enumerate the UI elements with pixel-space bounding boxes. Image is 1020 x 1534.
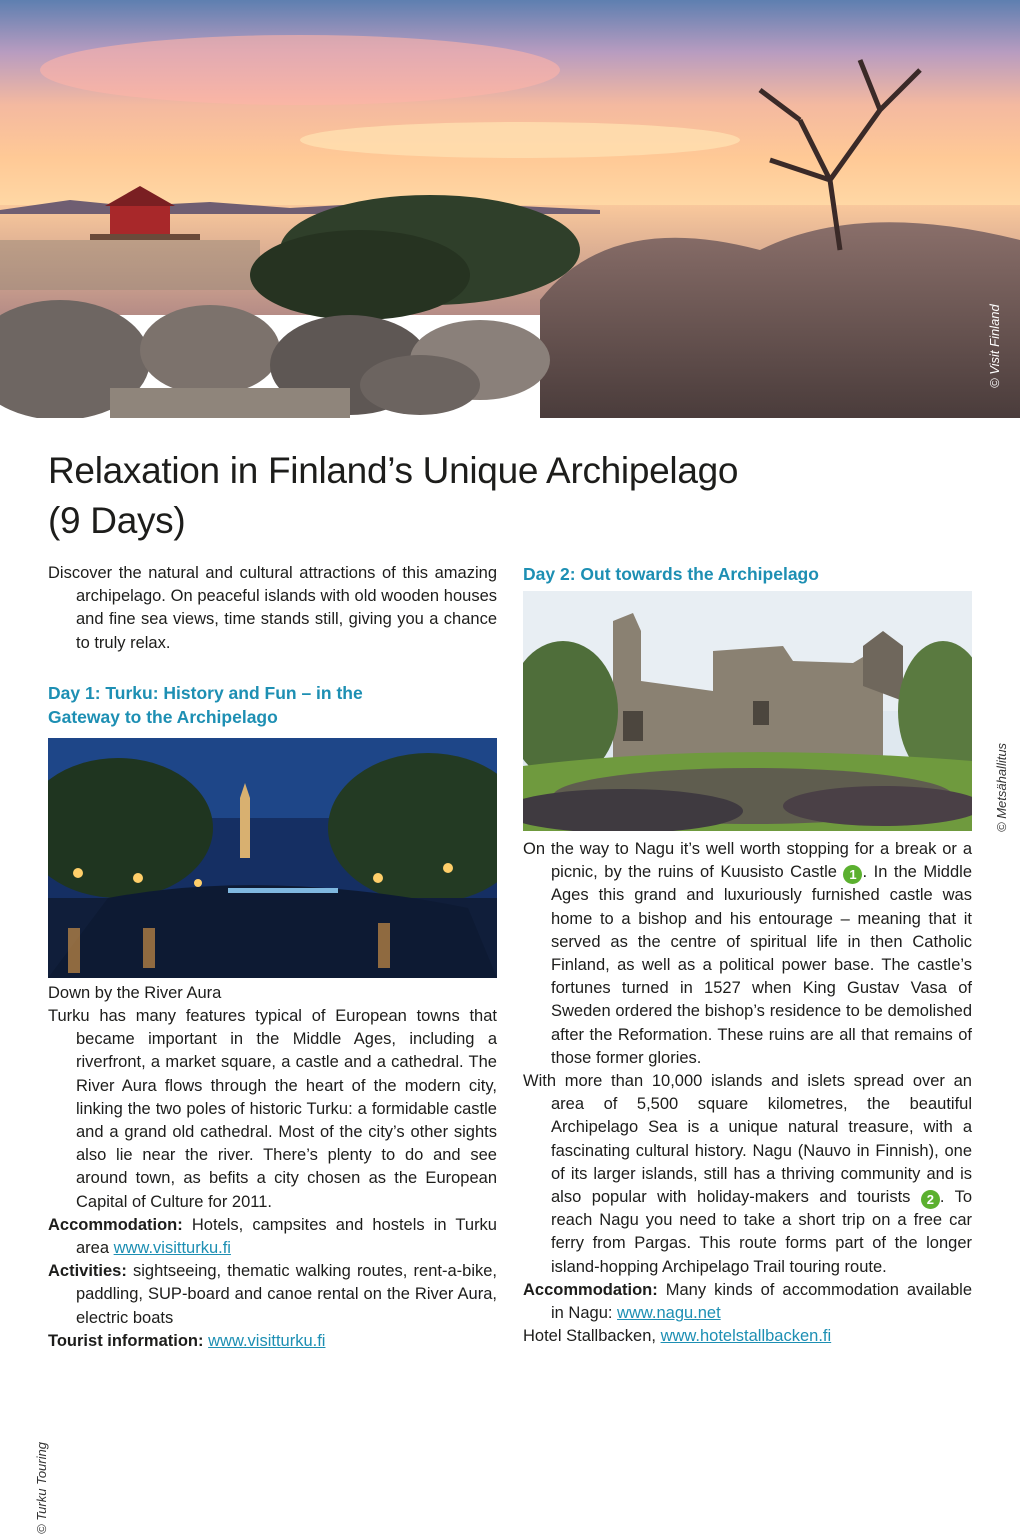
map-marker-1: 1 [843,865,862,884]
day1-body: Turku has many features typical of European towns that became important in the Middle Ages, including a riverfront, a market square, a castle and a cathedral. The River Aura flows through the heart of the modern city, linking the two poles of historic Turku: a formidable castle and a grand old cathedral. Most of the city’s other sights also lie near the river. There’s plenty to do and see around town, as befits a city chosen as the European Capital of Culture for 2011. [48,1007,497,1211]
kuusisto-castle-photo [523,591,972,831]
day1-accommodation-text: Hotels, campsites and hostels in Turku area [76,1215,497,1258]
river-photo-credit: © Turku Touring [34,1442,49,1534]
river-photo-caption: Down by the River Aura [48,983,222,1002]
day2-p2-start: With more than 10,000 islands and islets spread over an area of 5,500 square kilometres, the beautiful Archipelago Sea is a unique natural treasure, with a fascinating cultural history. Nagu (Nauvo in Finnish), one of its larger islands, still has a thriving community and is also popular with holiday-makers and tourists [523,1072,972,1207]
page-title-line1: Relaxation in Finland’s Unique Archipelago [48,450,739,491]
day1-activities-text: sightseeing, thematic walking routes, rent-a-bike, paddling, SUP-board and canoe rental on the River Aura, electric boats [76,1262,497,1327]
day2-accommodation-label: Accommodation: [523,1280,658,1299]
map-marker-2: 2 [921,1190,940,1209]
page-title-line2: (9 Days) [48,500,186,541]
day2-p1-start: On the way to Nagu it’s well worth stopping for a break or a picnic, by the ruins of Kuusisto Castle [523,840,972,882]
intro-paragraph: Discover the natural and cultural attractions of this amazing archipelago. On peaceful islands with old wooden houses and fine sea views, time stands still, giving you a chance to truly relax. [48,564,497,652]
castle-photo-credit: © Metsähallitus [994,742,1009,832]
page-title [48,446,988,546]
day2-hotel [523,1325,972,1348]
day2-p2-end: . To reach Nagu you need to take a short trip on a free car ferry from Pargas. This route forms part of the longer island-hopping Archipelago Trail touring route. [551,1188,973,1276]
day2-accommodation-text: Many kinds of accommodation available in Nagu: [551,1280,972,1323]
hero-photo-credit: © Visit Finland [987,304,1002,388]
day2-heading: Day 2: Out towards the Archipelago [523,564,819,584]
day1-activities [48,1260,497,1330]
day2-hotel-link[interactable]: www.hotelstallbacken.fi [660,1327,832,1346]
day2-hotel-text: Hotel Stallbacken, [523,1327,661,1346]
day1-accommodation [48,1214,497,1260]
day1-activities-label: Activities: [48,1262,127,1281]
day1-info-link[interactable]: www.visitturku.fi [208,1331,326,1350]
right-column [523,562,1009,1348]
day1-heading-line1: Day 1: Turku: History and Fun – in the [48,682,363,703]
day1-info-label: Tourist information: [48,1331,204,1350]
day2-p1-end: . In the Middle Ages this grand and luxuriously furnished castle was home to a bishop and his entourage – meaning that it served as the centre of spiritual life in then Catholic Finland, as well as a political power base. The castle’s fortunes turned in 1527 when King Gustav Vasa of Sweden ordered the bishop’s residence to be demolished after the Reformation. These ruins are all that remains of those former glories. [551,863,972,1067]
day1-accommodation-link[interactable]: www.visitturku.fi [113,1239,231,1258]
day2-accommodation-link[interactable]: www.nagu.net [617,1304,721,1323]
hero-photo [0,0,1020,418]
day1-accommodation-label: Accommodation: [48,1215,183,1234]
left-column [34,562,497,1534]
day1-heading-line2: Gateway to the Archipelago [48,706,278,727]
day2-accommodation [523,1279,972,1325]
day1-heading [48,681,497,729]
river-aura-photo [48,738,497,978]
day2-paragraph2 [523,1070,972,1279]
day2-paragraph1 [523,838,972,1070]
day1-tourist-info [48,1330,497,1353]
